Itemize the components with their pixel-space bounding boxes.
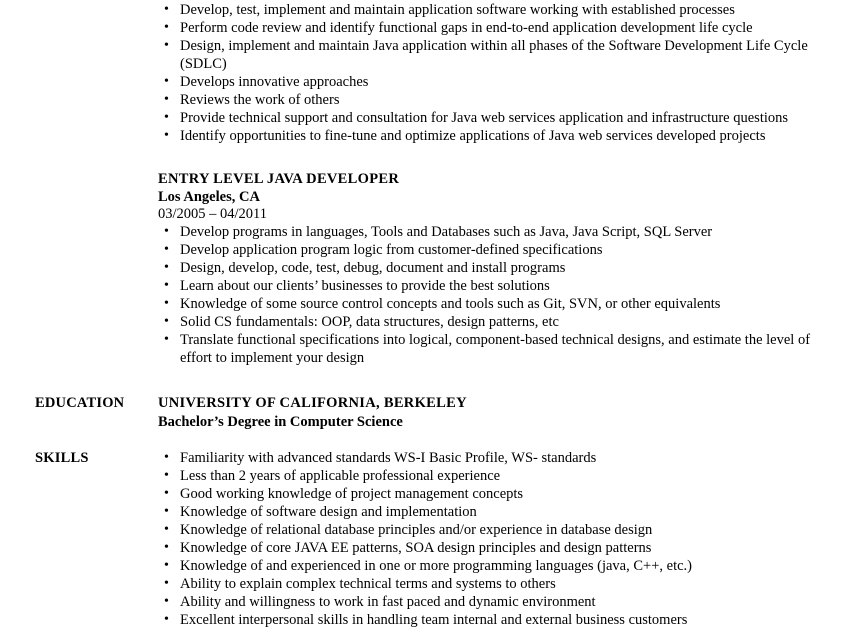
degree-name: Bachelor’s Degree in Computer Science	[158, 414, 403, 430]
job-dates: 03/2005 – 04/2011	[158, 206, 268, 222]
skill-item: • Knowledge of and experienced in one or more programming languages (java, C++, etc.)	[158, 557, 838, 575]
bullet-item: • Develop programs in languages, Tools and Databases such as Java, Java Script, SQL Server	[158, 223, 838, 241]
education-block	[158, 394, 838, 432]
skill-item: • Knowledge of software design and implementation	[158, 503, 838, 521]
skill-item: • Familiarity with advanced standards WS-I Basic Profile, WS- standards	[158, 449, 838, 467]
bullet-item: • Develop application program logic from customer-defined specifications	[158, 241, 838, 259]
entry-job-block	[158, 170, 838, 367]
skill-item: • Good working knowledge of project management concepts	[158, 485, 838, 503]
bullet-item: • Reviews the work of others	[158, 91, 838, 109]
bullet-item: • Solid CS fundamentals: OOP, data structures, design patterns, etc	[158, 313, 838, 331]
bullet-item: • Design, implement and maintain Java application within all phases of the Software Development Life Cycle (SDLC)	[158, 37, 838, 73]
job-location: Los Angeles, CA	[158, 189, 260, 205]
skill-item: • Excellent interpersonal skills in handling team internal and external business customers	[158, 611, 838, 629]
bullet-item: • Develops innovative approaches	[158, 73, 838, 91]
school-name: UNIVERSITY OF CALIFORNIA, BERKELEY	[158, 395, 467, 411]
bullet-item: • Perform code review and identify functional gaps in end-to-end application development life cycle	[158, 19, 838, 37]
previous-job-bullets	[158, 1, 838, 145]
skill-item: • Less than 2 years of applicable professional experience	[158, 467, 838, 485]
bullet-item: • Translate functional specifications into logical, component-based technical designs, and estimate the level of effort to implement your design	[158, 331, 838, 367]
skill-item: • Ability and willingness to work in fast paced and dynamic environment	[158, 593, 838, 611]
bullet-item: • Learn about our clients’ businesses to provide the best solutions	[158, 277, 838, 295]
education-label: EDUCATION	[35, 395, 125, 411]
skills-label: SKILLS	[35, 450, 89, 466]
previous-job-block	[158, 1, 838, 145]
bullet-item: • Provide technical support and consultation for Java web services application and infrastructure questions	[158, 109, 838, 127]
bullet-item: • Develop, test, implement and maintain application software working with established processes	[158, 1, 838, 19]
skill-item: • Knowledge of core JAVA EE patterns, SOA design principles and design patterns	[158, 539, 838, 557]
bullet-item: • Design, develop, code, test, debug, document and install programs	[158, 259, 838, 277]
bullet-item: • Knowledge of some source control concepts and tools such as Git, SVN, or other equivalents	[158, 295, 838, 313]
job-title: ENTRY LEVEL JAVA DEVELOPER	[158, 171, 400, 187]
entry-job-bullets	[158, 223, 838, 367]
skill-item: • Knowledge of relational database principles and/or experience in database design	[158, 521, 838, 539]
bullet-item: • Identify opportunities to fine-tune and optimize applications of Java web services developed projects	[158, 127, 838, 145]
skill-item: • Ability to explain complex technical terms and systems to others	[158, 575, 838, 593]
skills-bullets	[158, 449, 838, 629]
skills-block	[158, 449, 838, 629]
